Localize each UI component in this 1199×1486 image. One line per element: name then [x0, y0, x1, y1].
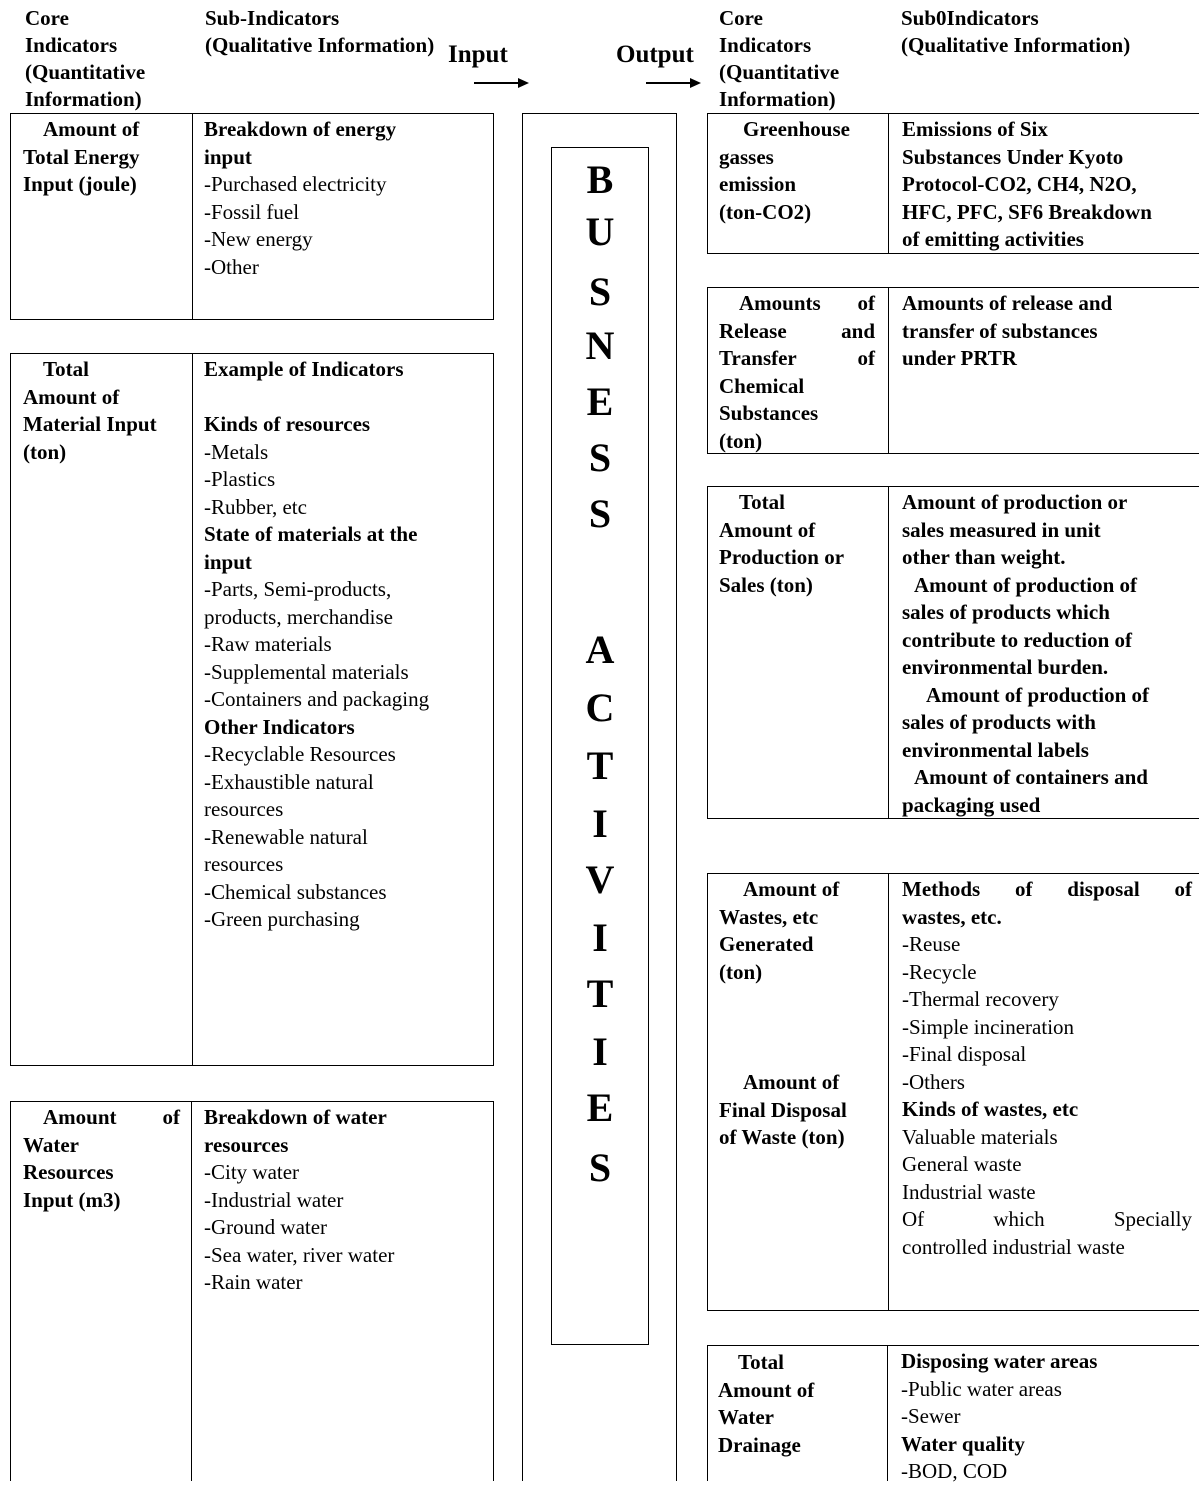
production-sales-box [707, 486, 1199, 819]
ghg-sub-indicators: Emissions of Six Substances Under Kyoto Protocol-CO2, CH4, N2O, HFC, PFC, SF6 Breakdown of emitting activities [902, 117, 1152, 251]
material-sub-indicators: Example of Indicators Kinds of resources -Metals -Plastics -Rubber, etc State of materials at the input -Parts, Semi-products, products, merchandise -Raw materials -Supplemental materials -Containers and packaging Other Indicators -Recyclable Resources -Exhaustible natural resources -Renewable natural resources -Chemical substances -Green purchasing [204, 357, 430, 931]
water-sub-indicators: Breakdown of water resources -City water -Industrial water -Ground water -Sea water, river water -Rain water [204, 1105, 395, 1294]
production-core-indicator: Total Amount of Production or Sales (ton) [719, 490, 845, 597]
energy-input-box [10, 113, 494, 320]
waste-sub-indicators: Methods of disposal of wastes, etc. -Reuse -Recycle -Thermal recovery -Simple incineration -Final disposal -Others Kinds of wastes, etc Valuable materials General waste Industrial waste Of which Specially controlled industrial waste [902, 877, 1192, 1259]
drainage-sub-indicators: Disposing water areas -Public water areas -Sewer Water quality -BOD, COD [901, 1349, 1098, 1483]
left-core-header: Core Indicators (Quantitative Information) [25, 6, 146, 111]
output-label: Output [616, 41, 694, 68]
input-label: Input [448, 41, 508, 68]
production-sub-indicators: Amount of production or sales measured in unit other than weight. Amount of production of sales of products which contribute to reduction of environmental burden. Amount of production of sales of products with environmental labels Amount of containers and packaging used [902, 490, 1150, 817]
right-core-header: Core Indicators (Quantitative Information) [719, 6, 840, 111]
input-arrow-icon [474, 70, 530, 84]
energy-core-indicator: Amount of Total Energy Input (joule) [23, 117, 140, 196]
ghg-emission-box [707, 113, 1199, 254]
left-sub-header: Sub-Indicators (Qualitative Information) [205, 6, 435, 57]
prtr-sub-indicators: Amounts of release and transfer of substances under PRTR [902, 291, 1113, 370]
drainage-core-indicator: Total Amount of Water Drainage [718, 1350, 815, 1457]
prtr-core-indicator: Amounts of Release and Transfer of Chemical Substances (ton) [719, 291, 875, 453]
prtr-release-box [707, 287, 1199, 454]
energy-sub-indicators: Breakdown of energy input -Purchased electricity -Fossil fuel -New energy -Other [204, 117, 397, 279]
output-arrow-icon [646, 70, 702, 84]
material-core-indicator: Total Amount of Material Input (ton) [23, 357, 157, 464]
right-sub-header: Sub0Indicators (Qualitative Information) [901, 6, 1131, 57]
waste-core-indicator: Amount of Wastes, etc Generated (ton) [719, 877, 840, 984]
water-core-indicator: Amount of Water Resources Input (m3) [23, 1105, 180, 1212]
waste-generated-box [707, 873, 1199, 1311]
ghg-core-indicator: Greenhouse gasses emission (ton-CO2) [719, 117, 850, 224]
material-input-box [10, 353, 494, 1066]
final-disposal-core-indicator: Amount of Final Disposal of Waste (ton) [719, 1070, 847, 1149]
business-activities-box: B U S N E S S A C T I V I T I E S [551, 147, 649, 1345]
